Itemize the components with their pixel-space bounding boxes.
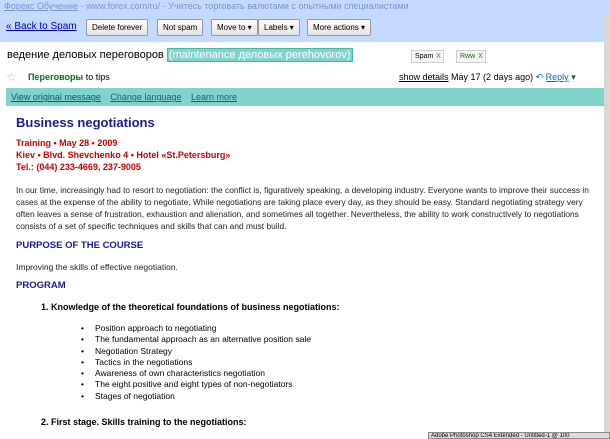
list-item: • The eight positive and eight types of non-negotiators (95, 379, 311, 390)
ad-link[interactable]: Форекс Обучение (4, 1, 79, 11)
message-subject (7, 49, 353, 61)
vertical-scrollbar[interactable] (604, 14, 610, 432)
more-actions-button[interactable]: More actions ▾ (307, 19, 371, 36)
list-item: • Negotiation Strategy (95, 346, 311, 357)
purpose-heading: PURPOSE OF THE COURSE (16, 240, 144, 251)
sender-name: Переговоры (28, 72, 84, 82)
event-phone-line: Tel.: (044) 233-4669, 237-9005 (16, 162, 141, 172)
purpose-text: Improving the skills of effective negotiation. (16, 262, 178, 272)
body-title: Business negotiations (16, 115, 155, 130)
ad-text: - Учитесь торговать валютами с опытными специалистами (162, 1, 409, 11)
photoshop-taskbar-item[interactable]: Adobe Photoshop CS4 Extended - Untitled-1 @ 100 (428, 432, 610, 439)
list-item: • Position approach to negotiating (95, 323, 311, 334)
ad-url: www.forex.com/ru/ (86, 1, 161, 11)
subject-text: ведение деловых переговоров (7, 49, 164, 61)
program-bullet-list (95, 323, 311, 402)
sponsored-ad-bar (0, 0, 610, 14)
back-to-spam-link[interactable]: « Back to Spam (6, 21, 77, 32)
message-date: May 17 (2 days ago) (451, 72, 534, 82)
sender-row (0, 70, 610, 86)
delete-forever-button[interactable]: Delete forever (86, 19, 148, 36)
event-location-line: Kiev • Blvd. Shevchenko 4 • Hotel «St.Petersburg» (16, 150, 231, 160)
program-heading: PROGRAM (16, 280, 66, 291)
label-rww-chip (456, 50, 486, 63)
message-meta (399, 72, 576, 83)
move-to-button[interactable]: Move to ▾ (211, 19, 258, 36)
labels-button[interactable]: Labels ▾ (258, 19, 300, 36)
star-icon[interactable]: ☆ (6, 70, 17, 84)
learn-more-link[interactable]: Learn more (191, 92, 238, 102)
remove-label-icon[interactable]: X (436, 53, 441, 60)
more-options-chevron-icon[interactable]: ▾ (571, 72, 576, 82)
translation-bar (6, 88, 604, 106)
list-item: • Stages of negotiation (95, 391, 311, 402)
label-rww-text: Rww (460, 53, 476, 60)
event-date-line: Training • May 28 • 2009 (16, 138, 118, 148)
recipient-text: to tips (85, 72, 110, 82)
view-original-link[interactable]: View original message (11, 92, 101, 102)
list-item: • Tactics in the negotiations (95, 357, 311, 368)
intro-paragraph: In our time, increasingly had to resort to negotiation: the conflict is, figuratively speaking, a developing industry. Everyone wants to improve their success in cases at the expense of the ability to negotiate. While negotiations are taking place every day, as they should be easy. Standard negotiating strategy very often leaves a sense of frustration, exhaustion and alienation, and sometimes all together. Nevertheless, the ability to work constructively to negotiations consists of a set of specific techniques and skills that can and must build. (16, 185, 589, 231)
reply-link[interactable]: Reply (545, 72, 569, 82)
not-spam-button[interactable]: Not spam (157, 19, 203, 36)
remove-label-icon[interactable]: X (478, 53, 483, 60)
subject-translation-highlight: (maintenance деловых perehovorov) (168, 49, 351, 61)
change-language-link[interactable]: Change language (110, 92, 182, 102)
program-item-1: 1. Knowledge of the theoretical foundations of business negotiations: (41, 302, 340, 312)
list-item: • The fundamental approach as an alternative position sale (95, 334, 311, 345)
list-item: • Awareness of own characteristics negotiation (95, 368, 311, 379)
sender-info (28, 72, 110, 82)
ad-separator: - (80, 1, 84, 11)
label-spam-text: Spam (415, 53, 434, 60)
label-spam-chip (411, 50, 444, 63)
show-details-link[interactable]: show details (399, 72, 449, 82)
program-item-2: 2. First stage. Skills training to the negotiations: (41, 417, 247, 427)
message-toolbar (0, 14, 610, 42)
reply-icon[interactable]: ↶ (535, 72, 544, 82)
